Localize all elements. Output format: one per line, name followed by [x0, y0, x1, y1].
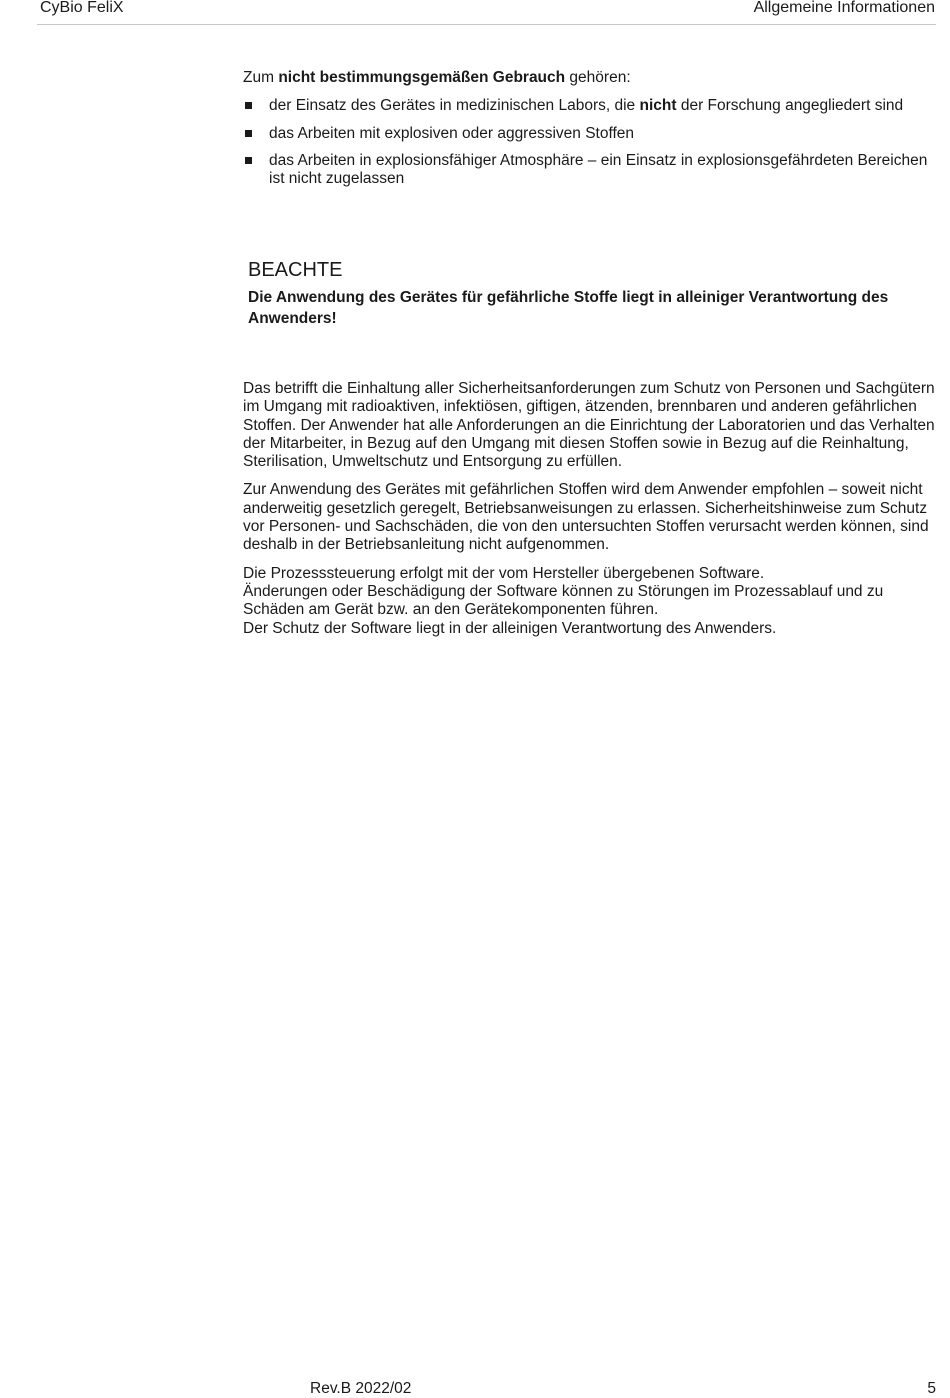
square-bullet-icon — [245, 157, 252, 164]
list-item-text: das Arbeiten mit explosiven oder aggressiven Stoffen — [269, 124, 635, 142]
list-item-text-after: der Forschung angegliedert sind — [676, 97, 904, 115]
notice-text: Die Anwendung des Gerätes für gefährliche Stoffe liegt in alleiniger Verantwortung des Anwenders! — [248, 289, 889, 327]
header-product-name: CyBio FeliX — [40, 0, 124, 16]
footer-revision: Rev.B 2022/02 — [310, 1380, 412, 1397]
intro-line — [243, 69, 936, 87]
notice-box — [248, 258, 936, 329]
misuse-list — [243, 97, 936, 188]
intro-text-before: Zum — [243, 69, 279, 86]
footer-page-number: 5 — [927, 1380, 936, 1397]
paragraph: Das betrifft die Einhaltung aller Sicherheitsanforderungen zum Schutz von Personen und Sachgütern im Umgang mit radioaktiven, infektiösen, giftigen, ätzenden, brennbaren und anderen gefährlichen Stoffen. Der Anwender hat alle Anforderungen an die Einrichtung der Laboratorien und das Verhalten der Mitarbeiter, in Bezug auf den Umgang mit diesen Stoffen sowie in Bezug auf die Reinhaltung, Sterilisation, Umweltschutz und Entsorgung zu erfüllen. — [243, 380, 935, 471]
header-section-title: Allgemeine Informationen — [753, 0, 935, 16]
body-text — [243, 380, 936, 648]
list-item-text-bold: nicht — [639, 97, 677, 115]
list-item-text-before: der Einsatz des Gerätes in medizinischen Labors, die — [269, 97, 640, 115]
paragraph: Zur Anwendung des Gerätes mit gefährlichen Stoffen wird dem Anwender empfohlen – soweit nicht anderweitig gesetzlich geregelt, Betriebsanweisungen zu erlassen. Sicherheitshinweise zum Schutz vor Personen- und Sachschäden, die von den untersuchten Stoffen verursacht werden können, sind deshalb in der Betriebsanleitung nicht aufgenommen. — [243, 481, 929, 554]
square-bullet-icon — [245, 102, 252, 109]
paragraph-line: Der Schutz der Software liegt in der alleinigen Verantwortung des Anwenders. — [243, 619, 777, 637]
notice-title: BEACHTE — [248, 259, 343, 281]
paragraph-line: Änderungen oder Beschädigung der Software können zu Störungen im Prozessablauf und zu Schäden am Gerät bzw. an den Gerätekomponenten führen. — [243, 582, 884, 619]
misuse-section — [243, 69, 936, 197]
square-bullet-icon — [245, 130, 252, 137]
paragraph — [243, 565, 936, 638]
intro-text-bold: nicht bestimmungsgemäßen Gebrauch — [278, 69, 566, 86]
list-item-text: das Arbeiten in explosionsfähiger Atmosphäre – ein Einsatz in explosionsgefährdeten Bereichen ist nicht zugelassen — [269, 151, 928, 188]
paragraph-line: Die Prozesssteuerung erfolgt mit der vom Hersteller übergebenen Software. — [243, 564, 765, 582]
list-item — [243, 125, 936, 143]
intro-text-after: gehören: — [565, 69, 631, 86]
list-item — [243, 152, 936, 189]
list-item — [243, 97, 936, 115]
page-header — [37, 0, 936, 25]
